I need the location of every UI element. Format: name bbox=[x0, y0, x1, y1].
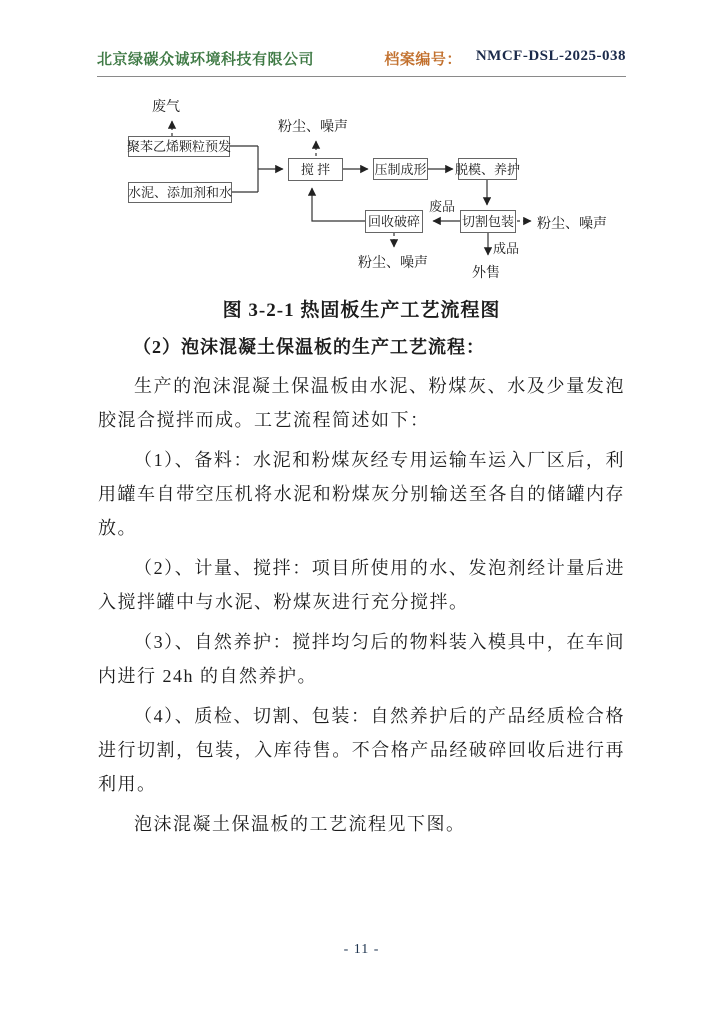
flowchart-box-cement-additive-water: 水泥、添加剂和水 bbox=[128, 182, 232, 203]
archive-field bbox=[384, 48, 626, 69]
paragraph-step-2: （2）、计量、搅拌：项目所使用的水、发泡剂经计量后进入搅拌罐中与水泥、粉煤灰进行充分搅拌。 bbox=[98, 558, 625, 612]
page-number: - 11 - bbox=[343, 942, 380, 957]
paragraph-step-4: （4）、质检、切割、包装：自然养护后的产品经质检合格进行切割，包装，入库待售。不合格产品经破碎回收后进行再利用。 bbox=[98, 706, 625, 794]
flowchart-label-finished-product: 成品 bbox=[493, 241, 520, 256]
section-heading: （2）泡沫混凝土保温板的生产工艺流程： bbox=[133, 337, 485, 357]
flowchart-box-cutting-packing: 切割包装 bbox=[460, 210, 516, 233]
paragraph-intro: 生产的泡沫混凝土保温板由水泥、粉煤灰、水及少量发泡胶混合搅拌而成。工艺流程简述如下： bbox=[98, 376, 625, 430]
flowchart-box-recycle-crushing: 回收破碎 bbox=[365, 210, 423, 233]
flowchart-box-pre-expand: 聚苯乙烯颗粒预发 bbox=[128, 136, 230, 157]
company-name: 北京绿碳众诚环境科技有限公司 bbox=[97, 52, 315, 68]
flowchart-label-dust-noise-mixing: 粉尘、噪声 bbox=[278, 120, 348, 135]
flowchart-box-mixing: 搅 拌 bbox=[288, 158, 343, 181]
process-flowchart bbox=[0, 93, 723, 289]
flowchart-label-dust-noise-recycling: 粉尘、噪声 bbox=[358, 256, 428, 271]
paragraph-closing: 泡沫混凝土保温板的工艺流程见下图。 bbox=[134, 814, 466, 834]
figure-caption: 图 3-2-1 热固板生产工艺流程图 bbox=[222, 300, 501, 321]
body-text bbox=[98, 369, 625, 841]
flowchart-label-waste-product: 废品 bbox=[429, 199, 456, 214]
flowchart-label-waste-gas: 废气 bbox=[152, 100, 180, 115]
flowchart-label-sold-external: 外售 bbox=[472, 266, 500, 281]
page-header bbox=[0, 0, 723, 69]
paragraph-step-3: （3）、自然养护：搅拌均匀后的物料装入模具中，在车间内进行 24h 的自然养护。 bbox=[98, 632, 625, 686]
header-divider bbox=[97, 76, 626, 77]
flowchart-box-press-forming: 压制成形 bbox=[373, 158, 428, 180]
flowchart-box-demold-curing: 脱模、养护 bbox=[458, 158, 517, 180]
flowchart-label-dust-noise-cutting: 粉尘、噪声 bbox=[537, 217, 607, 232]
archive-number: NMCF-DSL-2025-038 bbox=[475, 48, 626, 64]
archive-label: 档案编号： bbox=[384, 52, 462, 68]
paragraph-step-1: （1）、备料：水泥和粉煤灰经专用运输车运入厂区后，利用罐车自带空压机将水泥和粉煤灰分别输送至各自的储罐内存放。 bbox=[98, 450, 625, 538]
